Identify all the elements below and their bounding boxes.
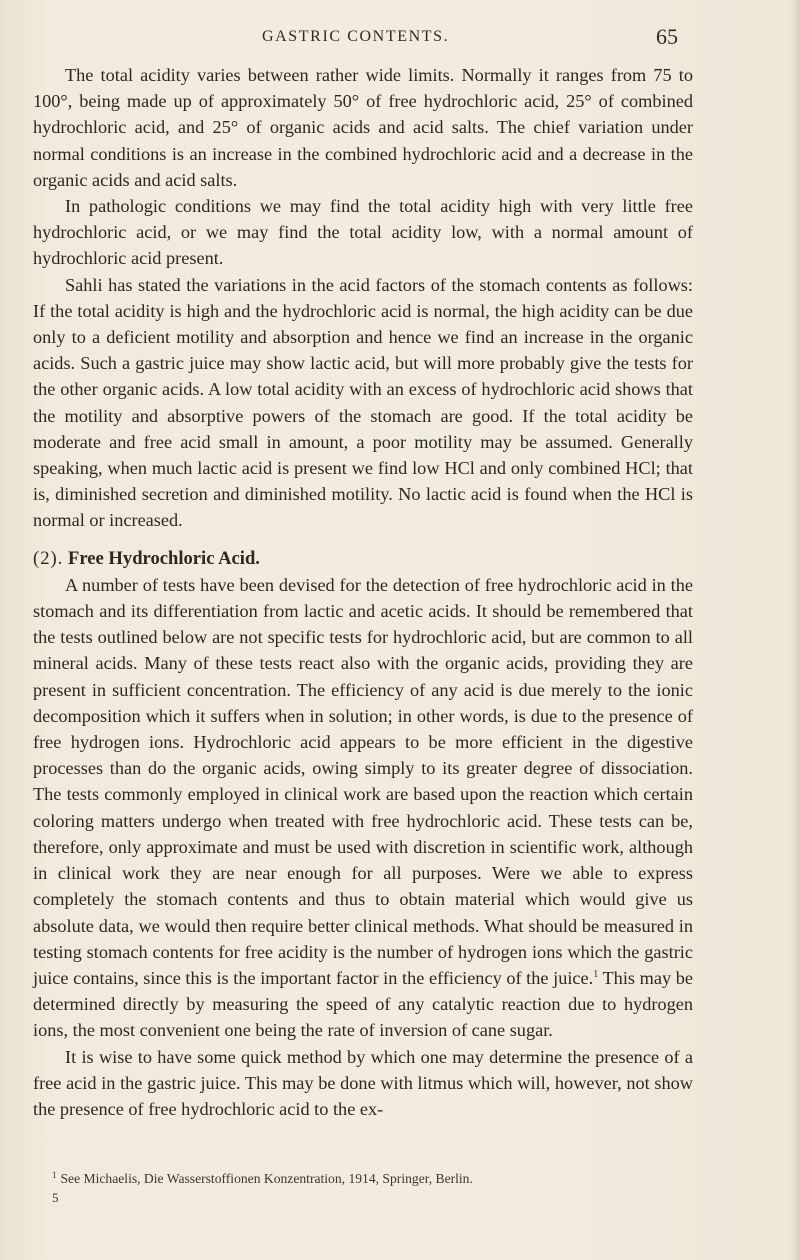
running-title: GASTRIC CONTENTS.	[262, 28, 450, 45]
paragraph-sahli: Sahli has stated the variations in the acid factors of the stomach contents as follows: If the total acidity is high and the hydrochloric acid is normal, the high acidity can be due only to a deficient motility and absorption and hence we find an increase in the organic acids. Such a gastric juice may show lactic acid, but will more probably give the tests for the other organic acids. A low total acidity with an excess of hydrochloric acid shows that the motility and absorptive powers of the stomach are good. If the total acidity be moderate and free acid small in amount, a poor motility may be assumed. Generally speaking, when much lactic acid is present we find low HCl and only combined HCl; that is, diminished secretion and diminished motility. No lactic acid is found when the HCl is normal or increased.	[33, 274, 693, 531]
page-edge-shadow	[790, 0, 800, 1260]
paragraph-free-hcl-tests-text: A number of tests have been devised for the detection of free hydrochloric acid in the stomach and its differentiation from lactic and acetic acids. It should be remembered that the tests outlined below are not specific tests for hydrochloric acid, but are common to all mineral acids. Many of these tests react also with the organic acids, providing they are present in sufficient concentration. The efficiency of any acid is due merely to the ionic decomposition which it suffers when in solution; in other words, is due to the presence of free hydrogen ions. Hydrochloric acid appears to be more efficient in the digestive processes than do the organic acids, owing simply to its greater degree of dissociation. The tests commonly employed in clinical work are based upon the reaction which certain coloring matters undergo when treated with free hydrochloric acid. These tests can be, therefore, only approximate and must be used with discretion in scientific work, although in clinical work they are near enough for all purposes. Were we able to express completely the stomach contents and thus to obtain material which would give us absolute data, we would then require better clinical methods. What should be measured in testing stomach contents for free acidity is the number of hydrogen ions which the gastric juice contains, since this is the important factor in the efficiency of the juice.	[33, 574, 693, 988]
body-text	[33, 62, 693, 1122]
paragraph-pathologic-conditions: In pathologic conditions we may find the total acidity high with very little free hydrochloric acid, or we may find the total acidity low, with a normal amount of hydrochloric acid present.	[33, 196, 693, 269]
section-title: Free Hydrochloric Acid.	[68, 547, 260, 569]
footnote-reference[interactable]: 1	[593, 968, 599, 980]
section-heading	[33, 546, 693, 572]
signature-mark: 5	[52, 1190, 59, 1205]
footnote	[52, 1170, 692, 1188]
section-number: (2).	[33, 547, 64, 569]
paragraph-free-hcl-tests	[33, 572, 693, 1044]
footnote-text: See Michaelis, Die Wasserstoffionen Konzentration, 1914, Springer, Berlin.	[60, 1171, 473, 1186]
footnote-marker: 1	[52, 1170, 57, 1180]
paragraph-free-hcl-tests-continued: This may be determined directly by measuring the speed of any catalytic reaction due to hydrogen ions, the most convenient one being the rate of inversion of cane sugar.	[33, 967, 693, 1041]
page-number: 65	[656, 24, 678, 49]
paragraph-quick-method: It is wise to have some quick method by which one may determine the presence of a free acid in the gastric juice. This may be done with litmus which will, however, not show the presence of free hydrochloric acid to the ex-	[33, 1046, 693, 1119]
running-head	[0, 26, 800, 50]
paragraph-total-acidity: The total acidity varies between rather wide limits. Normally it ranges from 75 to 100°, being made up of approximately 50° of free hydrochloric acid, 25° of combined hydrochloric acid, and 25° of organic acids and acid salts. The chief variation under normal conditions is an increase in the combined hydrochloric acid and a decrease in the organic acids and acid salts.	[33, 65, 693, 190]
